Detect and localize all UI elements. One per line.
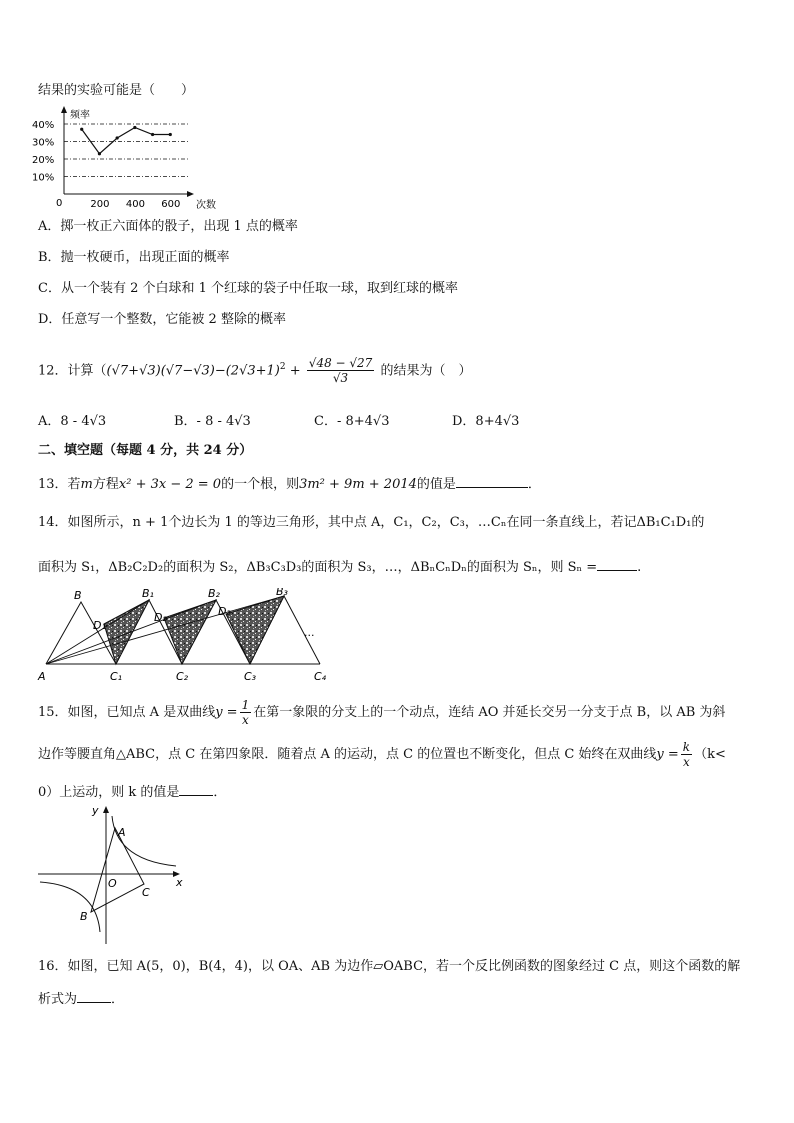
q15-line2	[38, 740, 726, 770]
q12-square: 2	[279, 362, 286, 372]
q15-hyperbola-branch-2	[40, 882, 100, 932]
q14-line2-text: 面积为 S₁，ΔB₂C₂D₂的面积为 S₂，ΔB₃C₃D₃的面积为 S₃，…，ΔBₙCₙDₙ的面积为 Sₙ，则 Sₙ =	[38, 560, 598, 575]
frequency-line-chart	[30, 104, 220, 216]
q16-line2	[38, 988, 124, 1009]
q14-label-c1: C₁	[110, 670, 123, 683]
q14-label-dots: ...	[304, 626, 315, 639]
chart-ytick-label: 30%	[32, 137, 55, 149]
q14-line2	[38, 556, 641, 577]
q15-frac2-num: k	[682, 740, 691, 754]
q13-text-b: 方程	[92, 477, 119, 492]
q15-line1-a: 15．如图，已知点 A 是双曲线	[38, 705, 216, 720]
q13-text-c: 的一个根，则	[221, 477, 300, 492]
q13-stem	[38, 473, 541, 494]
q12-option-d: D．8+4√3	[452, 414, 520, 429]
q13-expression: 3m² + 9m + 2014	[299, 477, 417, 492]
chart-data-point	[98, 152, 101, 155]
chart-data-point	[133, 126, 136, 129]
q15-line3-a: 0）上运动，则 k 的值是	[38, 785, 180, 800]
q12-expr: (√7+√3)(√7−√3)−(2√3+1)	[106, 363, 280, 379]
q11-option-d: D．任意写一个整数，它能被 2 整除的概率	[38, 312, 286, 327]
q15-label-c: C	[142, 886, 150, 899]
q15-label-b: B	[80, 910, 88, 923]
section-title: 二、填空题（每题 4 分，共 24 分）	[38, 443, 253, 458]
q15-frac1-den: x	[242, 713, 249, 727]
q13-text-a: 13．若	[38, 477, 81, 492]
q14-triangles-figure	[36, 588, 336, 684]
q15-frac2-den: x	[683, 755, 690, 769]
chart-data-point	[151, 133, 154, 136]
q14-label-c4: C₄	[314, 670, 327, 683]
q15-hyperbola-figure	[36, 800, 196, 948]
q12-frac-num: √48 − √27	[308, 356, 373, 371]
q14-line-a-b1	[46, 600, 149, 664]
q15-fraction-1	[240, 698, 252, 727]
q11-option-c: C．从一个装有 2 个白球和 1 个红球的袋子中任取一球，取到红球的概率	[38, 281, 459, 296]
q15-label-x: x	[176, 876, 183, 889]
chart-data-point	[116, 136, 119, 139]
q15-y-eq-2: y =	[656, 747, 679, 762]
q15-line1-b: 在第一象限的分支上的一个动点，连结 AO 并延长交另一分支于点 B，以 AB 为斜	[253, 705, 726, 720]
q11-option-b: B．抛一枚硬币，出现正面的概率	[38, 250, 230, 265]
chart-origin: 0	[56, 198, 63, 209]
q15-triangle-abc	[91, 828, 144, 912]
chart-ytick-label: 40%	[32, 120, 55, 131]
q15-answer-blank[interactable]	[179, 781, 213, 796]
q14-label-c2: C₂	[176, 670, 189, 683]
q15-y-eq: y =	[215, 705, 238, 720]
q15-label-y: y	[92, 804, 99, 817]
chart-ytick-label: 10%	[32, 172, 55, 184]
q15-line2-a: 边作等腰直角△ABC，点 C 在第四象限．随着点 A 的运动，点 C 的位置也不断变化，但点 C 始终在双曲线	[38, 747, 657, 762]
chart-data-point	[80, 128, 83, 131]
q14-triangle-1	[46, 602, 116, 664]
q12-option-c: C．- 8+4√3	[314, 414, 390, 429]
chart-y-arrow	[61, 106, 67, 113]
chart-x-arrow	[187, 191, 194, 197]
q15-end: ．	[213, 785, 227, 800]
q14-label-b3: B₃	[276, 588, 288, 598]
q15-line2-b: （k<	[694, 747, 726, 762]
chart-data-point	[169, 133, 172, 136]
q14-label-b2: B₂	[208, 588, 220, 600]
q14-label-d2: D₂	[154, 611, 167, 624]
q14-answer-blank[interactable]	[597, 556, 637, 571]
q15-fraction-2	[681, 740, 692, 769]
q12-option-b: B．- 8 - 4√3	[174, 414, 251, 429]
q14-label-b1: B₁	[142, 588, 154, 600]
q12-option-a: A．8 - 4√3	[38, 414, 107, 429]
q12-suffix: 的结果为（ ）	[380, 363, 472, 379]
chart-xlabel: 次数	[196, 200, 216, 211]
q14-label-d3: D₃	[218, 605, 231, 618]
chart-xtick-label: 600	[161, 199, 181, 210]
q12-plus: +	[289, 363, 301, 379]
q13-equation: x² + 3x − 2 = 0	[118, 477, 222, 492]
q15-y-arrow	[103, 806, 109, 813]
q14-label-a: A	[38, 670, 46, 683]
q14-line1: 14．如图所示，n + 1个边长为 1 的等边三角形，其中点 A，C₁，C₂，C₃，…Cₙ在同一条直线上，若记ΔB₁C₁D₁的	[38, 515, 705, 530]
q16-line1: 16．如图，已知 A(5，0)，B(4，4)，以 OA、AB 为边作▱OABC，若一个反比例函数的图象经过 C 点，则这个函数的解	[38, 959, 741, 974]
chart-series-line	[82, 128, 171, 154]
q11-option-a: A．掷一枚正六面体的骰子，出现 1 点的概率	[38, 219, 298, 234]
chart-xtick-label: 400	[125, 199, 145, 210]
chart-ylabel: 频率	[70, 110, 90, 121]
q13-answer-blank[interactable]	[456, 473, 528, 488]
q14-label-b: B	[74, 589, 82, 602]
q12-prefix: 12．计算（	[38, 363, 107, 379]
q13-end: ．	[527, 477, 541, 492]
chart-ytick-label: 20%	[32, 155, 55, 166]
q14-shaded-triangle-3	[226, 596, 284, 664]
q16-end: ．	[111, 992, 125, 1007]
q12-stem	[38, 352, 471, 386]
q15-label-a: A	[118, 826, 126, 839]
q15-frac1-num: 1	[241, 698, 250, 712]
chart-xtick-label: 200	[90, 199, 110, 210]
q12-frac-den: √3	[332, 371, 349, 386]
q16-answer-blank[interactable]	[77, 988, 111, 1003]
q11-stem-tail: 结果的实验可能是（ ）	[38, 83, 195, 98]
q14-end: .	[637, 560, 642, 575]
q16-line2-a: 析式为	[38, 992, 78, 1007]
q13-m: m	[80, 477, 93, 492]
q15-label-o: O	[108, 877, 117, 890]
q15-line3	[38, 781, 226, 802]
q13-text-d: 的值是	[416, 477, 456, 492]
q14-label-d1: D₁	[93, 619, 106, 632]
q12-fraction	[307, 356, 375, 385]
q14-label-c3: C₃	[244, 670, 257, 683]
q15-line1	[38, 698, 725, 728]
